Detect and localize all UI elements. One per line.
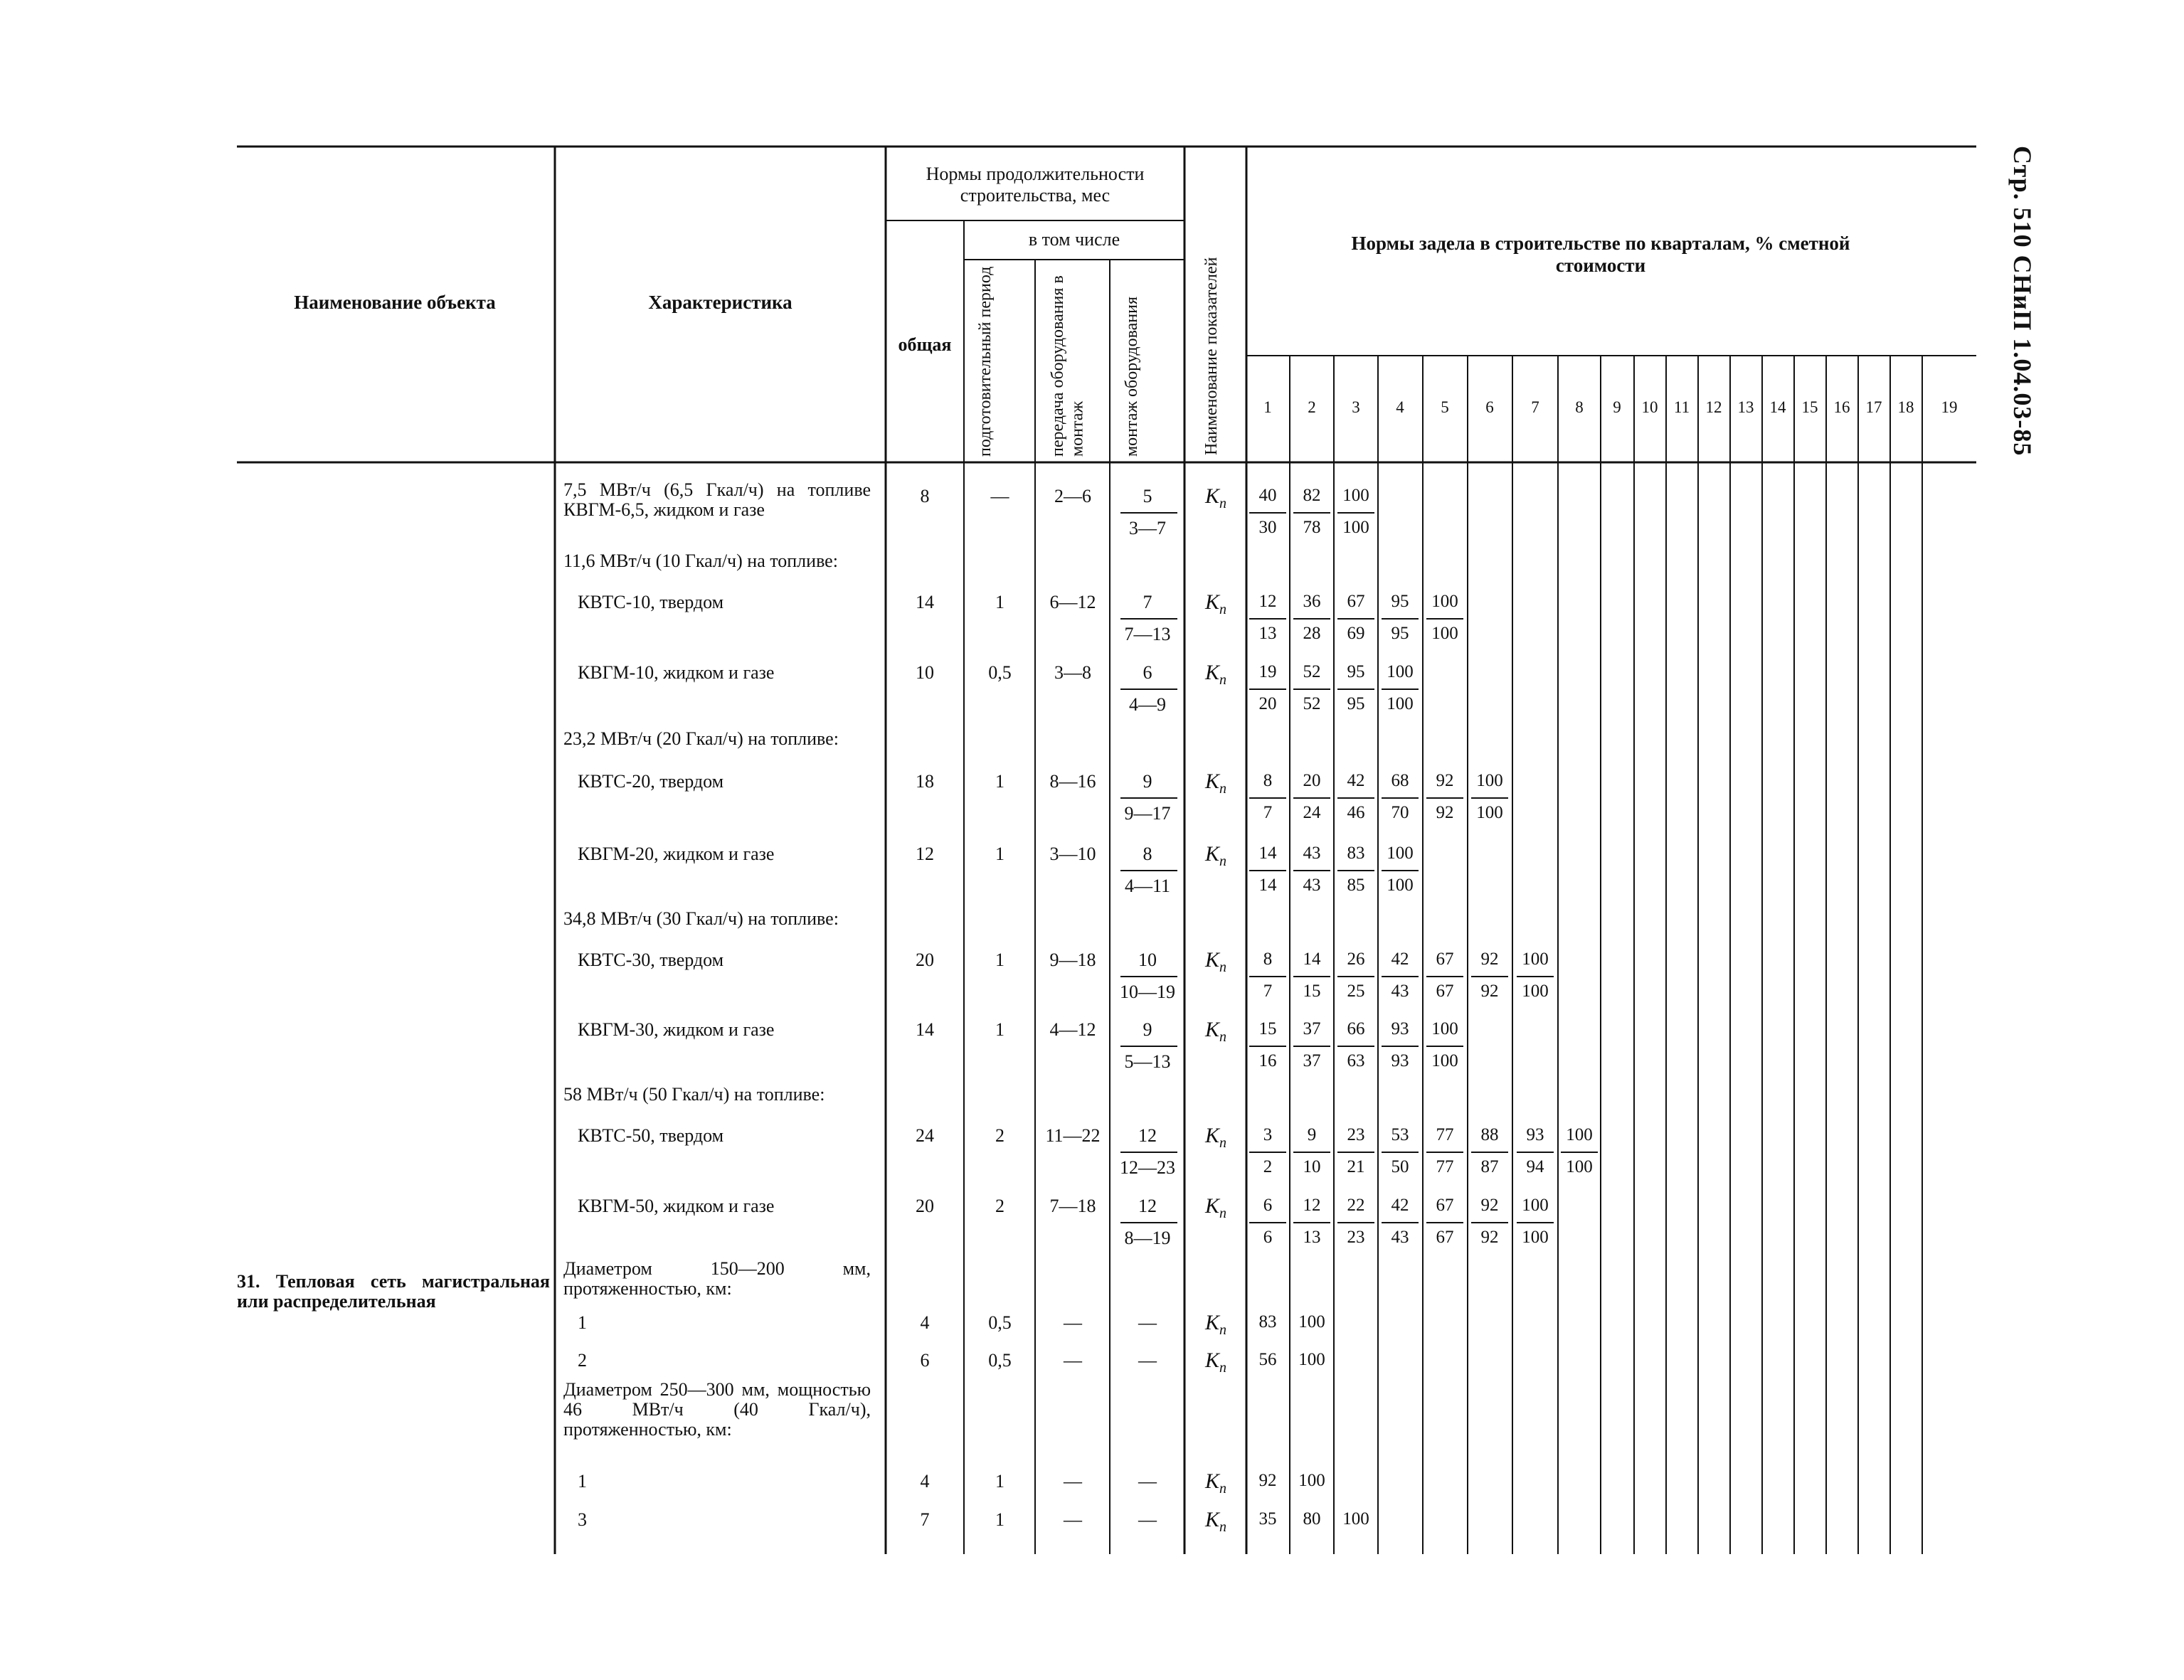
- row-total: 4: [920, 1471, 930, 1492]
- row-prep: 0,5: [988, 1312, 1012, 1333]
- row-transfer: 11—22: [1045, 1125, 1101, 1146]
- quarter-value-top: 67: [1436, 950, 1454, 969]
- row-prep: 1: [995, 844, 1004, 864]
- quarter-value-top: 40: [1258, 486, 1277, 505]
- header-indicator: Наименование показателей: [1202, 257, 1221, 455]
- row-install-top: 5: [1143, 486, 1152, 506]
- row-total: 24: [916, 1125, 934, 1146]
- quarter-value-bottom: 6: [1263, 1228, 1273, 1247]
- quarter-value-top: 43: [1303, 844, 1321, 863]
- row-install-top: 8: [1143, 844, 1152, 864]
- quarter-header-3: 3: [1352, 398, 1360, 416]
- row-transfer: —: [1064, 1509, 1082, 1530]
- quarter-value-bottom: 78: [1303, 518, 1321, 537]
- quarter-value-bottom: 30: [1258, 518, 1277, 537]
- quarter-value-top: 19: [1258, 662, 1277, 681]
- indicator-subscript: п: [1219, 602, 1226, 617]
- row-transfer: 3—8: [1054, 662, 1091, 683]
- row-prep: 1: [995, 771, 1004, 792]
- header-object: Наименование объекта: [294, 292, 496, 313]
- row-install-top: 9: [1143, 771, 1152, 792]
- quarter-value-bottom: 92: [1480, 1228, 1499, 1247]
- quarter-value-bottom: 69: [1347, 624, 1365, 643]
- indicator-symbol: $К_п$: [1205, 1124, 1226, 1151]
- row-description: 2: [578, 1350, 587, 1371]
- quarter-value-top: 68: [1391, 771, 1409, 790]
- quarter-header-14: 14: [1769, 398, 1786, 416]
- quarter-value-bottom: 23: [1347, 1228, 1365, 1247]
- row-prep: 1: [995, 1509, 1004, 1530]
- quarter-header-19: 19: [1941, 398, 1958, 416]
- row-indicator: [1187, 842, 1245, 870]
- quarter-header-7: 7: [1531, 398, 1539, 416]
- row-transfer: 2—6: [1054, 486, 1091, 506]
- row-transfer: 6—12: [1049, 592, 1096, 612]
- row-indicator: [1187, 1469, 1245, 1497]
- row-transfer: —: [1064, 1350, 1082, 1371]
- object-31: 31. Тепловая сеть магистральная или распределительная: [237, 1271, 550, 1312]
- quarter-value-bottom: 100: [1522, 1228, 1549, 1247]
- row-prep: 2: [995, 1125, 1004, 1146]
- row-description: 1: [578, 1471, 587, 1492]
- quarter-value-bottom: 77: [1436, 1157, 1454, 1176]
- quarter-value-bottom: 46: [1347, 803, 1365, 822]
- row-indicator: [1187, 1124, 1245, 1152]
- row-prep: 1: [995, 950, 1004, 970]
- quarter-value-top: 42: [1391, 950, 1409, 969]
- quarter-value-bottom: 93: [1391, 1051, 1409, 1070]
- row-install-top: 12: [1138, 1196, 1157, 1216]
- header-incl: в том числе: [1028, 229, 1120, 250]
- row-total: 12: [916, 844, 934, 864]
- row-total: 20: [916, 950, 934, 970]
- row-group-label: Диаметром 250—300 мм, мощностью 46 МВт/ч (40 Гкал/ч), протяженностью, км:: [563, 1379, 871, 1440]
- quarter-value-top: 36: [1303, 592, 1321, 611]
- quarter-value-bottom: 16: [1258, 1051, 1277, 1070]
- page-label: Стр. 510 СНиП 1.04.03-85: [2008, 146, 2037, 457]
- quarter-value-bottom: 7: [1263, 982, 1273, 1001]
- indicator-subscript: п: [1219, 781, 1226, 797]
- quarter-value-bottom: 67: [1436, 982, 1454, 1001]
- quarter-value-top: 42: [1347, 771, 1365, 790]
- quarter-value-top: 15: [1258, 1019, 1277, 1038]
- quarter-value-bottom: 50: [1391, 1157, 1409, 1176]
- indicator-symbol: $К_п$: [1205, 1469, 1226, 1496]
- quarter-value: 35: [1258, 1509, 1277, 1529]
- quarter-value-top: 52: [1303, 662, 1321, 681]
- quarter-value-top: 92: [1480, 950, 1499, 969]
- row-description: КВГМ-10, жидком и газе: [578, 662, 775, 683]
- row-prep: 1: [995, 1019, 1004, 1040]
- row-indicator: [1187, 1508, 1245, 1536]
- row-total: 4: [920, 1312, 930, 1333]
- indicator-subscript: п: [1219, 854, 1226, 869]
- row-install: —: [1138, 1509, 1157, 1530]
- quarter-value-top: 100: [1476, 771, 1503, 790]
- row-prep: 1: [995, 592, 1004, 612]
- quarter-value-top: 88: [1480, 1125, 1499, 1144]
- quarter-value-bottom: 92: [1436, 803, 1454, 822]
- quarter-value-top: 22: [1347, 1196, 1365, 1215]
- row-install-bottom: 4—11: [1124, 876, 1171, 896]
- row-indicator: [1187, 484, 1245, 512]
- quarter-value-top: 77: [1436, 1125, 1454, 1144]
- row-group-label: Диаметром 150—200 мм, протяженностью, км:: [563, 1258, 871, 1299]
- row-description: КВГМ-50, жидком и газе: [578, 1196, 775, 1216]
- quarter-value-top: 20: [1303, 771, 1321, 790]
- quarter-value: 83: [1258, 1312, 1277, 1331]
- header-install: монтаж оборудования: [1123, 296, 1141, 457]
- row-indicator: [1187, 1018, 1245, 1046]
- quarter-value-top: 3: [1263, 1125, 1273, 1144]
- quarter-value-top: 12: [1303, 1196, 1321, 1215]
- row-transfer: 3—10: [1049, 844, 1096, 864]
- row-install-top: 12: [1138, 1125, 1157, 1146]
- quarter-value-top: 100: [1566, 1125, 1593, 1144]
- quarter-value-bottom: 100: [1431, 624, 1458, 643]
- quarter-value: 80: [1303, 1509, 1321, 1529]
- quarter-header-18: 18: [1897, 398, 1914, 416]
- quarter-header-10: 10: [1641, 398, 1658, 416]
- quarter-value: 100: [1298, 1350, 1325, 1369]
- indicator-symbol: $К_п$: [1205, 661, 1226, 688]
- quarter-value: 100: [1298, 1471, 1325, 1490]
- row-description: КВТС-10, твердом: [578, 592, 724, 612]
- indicator-symbol: $К_п$: [1205, 590, 1226, 617]
- row-indicator: [1187, 661, 1245, 689]
- row-transfer: 9—18: [1049, 950, 1096, 970]
- quarter-value-bottom: 37: [1303, 1051, 1321, 1070]
- row-group-label: 11,6 МВт/ч (10 Гкал/ч) на топливе:: [563, 551, 838, 571]
- quarter-header-11: 11: [1673, 398, 1690, 416]
- quarter-value-bottom: 100: [1387, 876, 1414, 895]
- indicator-subscript: п: [1219, 672, 1226, 688]
- quarter-value-top: 26: [1347, 950, 1365, 969]
- indicator-symbol: $К_п$: [1205, 1508, 1226, 1535]
- quarter-value-bottom: 100: [1431, 1051, 1458, 1070]
- row-prep: 1: [995, 1471, 1004, 1492]
- row-indicator: [1187, 1311, 1245, 1339]
- quarter-header-5: 5: [1441, 398, 1449, 416]
- row-total: 6: [920, 1350, 930, 1371]
- row-install: —: [1138, 1312, 1157, 1333]
- quarter-value-bottom: 25: [1347, 982, 1365, 1001]
- row-total: 20: [916, 1196, 934, 1216]
- quarter-value-top: 6: [1263, 1196, 1273, 1215]
- quarter-value-bottom: 70: [1391, 803, 1409, 822]
- row-total: 18: [916, 771, 934, 792]
- quarter-value-bottom: 21: [1347, 1157, 1365, 1176]
- indicator-subscript: п: [1219, 496, 1226, 511]
- row-total: 8: [920, 486, 930, 506]
- header-total: общая: [898, 334, 952, 355]
- quarter-value-bottom: 100: [1342, 518, 1369, 537]
- row-transfer: 7—18: [1049, 1196, 1096, 1216]
- quarter-value-top: 100: [1431, 592, 1458, 611]
- quarter-header-8: 8: [1575, 398, 1584, 416]
- row-install-top: 9: [1143, 1019, 1152, 1040]
- row-description: КВГМ-30, жидком и газе: [578, 1019, 775, 1040]
- indicator-symbol: $К_п$: [1205, 842, 1226, 869]
- quarter-value-bottom: 2: [1263, 1157, 1273, 1176]
- row-total: 14: [916, 1019, 934, 1040]
- row-transfer: 8—16: [1049, 771, 1096, 792]
- quarter-value-bottom: 24: [1303, 803, 1321, 822]
- indicator-subscript: п: [1219, 1206, 1226, 1221]
- quarter-header-13: 13: [1737, 398, 1754, 416]
- row-prep: 0,5: [988, 662, 1012, 683]
- quarter-value-top: 93: [1526, 1125, 1544, 1144]
- row-install-bottom: 9—17: [1124, 803, 1171, 824]
- row-group-label: 23,2 МВт/ч (20 Гкал/ч) на топливе:: [563, 728, 839, 749]
- row-transfer: 4—12: [1049, 1019, 1096, 1040]
- row-group-label: 34,8 МВт/ч (30 Гкал/ч) на топливе:: [563, 908, 839, 929]
- row-indicator: [1187, 1349, 1245, 1376]
- quarter-value-top: 8: [1263, 771, 1273, 790]
- quarter-value-bottom: 43: [1391, 1228, 1409, 1247]
- quarter-value-bottom: 15: [1303, 982, 1321, 1001]
- row-install: —: [1138, 1350, 1157, 1371]
- quarter-value-bottom: 63: [1347, 1051, 1365, 1070]
- quarter-header-16: 16: [1833, 398, 1850, 416]
- quarter-value: 92: [1258, 1471, 1277, 1490]
- row-description: КВГМ-20, жидком и газе: [578, 844, 775, 864]
- quarter-value-bottom: 100: [1387, 694, 1414, 713]
- header-prep: подготовительный период: [976, 266, 995, 457]
- quarter-value-bottom: 10: [1303, 1157, 1321, 1176]
- quarter-value-top: 100: [1387, 844, 1414, 863]
- quarter-value-bottom: 92: [1480, 982, 1499, 1001]
- row-install-bottom: 7—13: [1124, 624, 1171, 644]
- header-characteristic: Характеристика: [648, 292, 793, 313]
- indicator-subscript: п: [1219, 1519, 1226, 1535]
- indicator-subscript: п: [1219, 1481, 1226, 1496]
- row-description: КВТС-50, твердом: [578, 1125, 724, 1146]
- row-total: 7: [920, 1509, 930, 1530]
- row-install-top: 7: [1143, 592, 1152, 612]
- quarter-value-top: 92: [1436, 771, 1454, 790]
- quarter-header-15: 15: [1801, 398, 1818, 416]
- quarter-value-bottom: 14: [1258, 876, 1277, 895]
- quarter-value-top: 100: [1522, 950, 1549, 969]
- quarter-value-top: 100: [1342, 486, 1369, 505]
- quarter-value-top: 37: [1303, 1019, 1321, 1038]
- quarter-value-top: 83: [1347, 844, 1365, 863]
- row-group-label: 58 МВт/ч (50 Гкал/ч) на топливе:: [563, 1084, 825, 1105]
- quarter-value-top: 12: [1258, 592, 1277, 611]
- row-indicator: [1187, 948, 1245, 976]
- indicator-symbol: $К_п$: [1205, 770, 1226, 797]
- row-install-top: 6: [1143, 662, 1152, 683]
- quarter-header-9: 9: [1613, 398, 1621, 416]
- quarter-value-top: 9: [1307, 1125, 1317, 1144]
- row-total: 10: [916, 662, 934, 683]
- quarter-header-12: 12: [1705, 398, 1722, 416]
- quarter-value-bottom: 87: [1480, 1157, 1499, 1176]
- header-duration: Нормы продолжительности строительства, мес: [926, 164, 1145, 206]
- quarter-value-bottom: 13: [1303, 1228, 1321, 1247]
- row-prep: 0,5: [988, 1350, 1012, 1371]
- indicator-subscript: п: [1219, 1322, 1226, 1338]
- quarter-value-top: 14: [1258, 844, 1277, 863]
- quarter-value-bottom: 94: [1526, 1157, 1544, 1176]
- quarter-value-bottom: 95: [1391, 624, 1409, 643]
- quarter-value-top: 67: [1347, 592, 1365, 611]
- quarter-value: 100: [1298, 1312, 1325, 1331]
- header-backlog: Нормы задела в строительстве по кварталам, % сметной стоимости: [1351, 233, 1850, 277]
- row-description: 1: [578, 1312, 587, 1333]
- row-description: КВТС-30, твердом: [578, 950, 724, 970]
- row-indicator: [1187, 770, 1245, 797]
- quarter-value-top: 42: [1391, 1196, 1409, 1215]
- quarter-value-bottom: 85: [1347, 876, 1365, 895]
- quarter-value-top: 8: [1263, 950, 1273, 969]
- indicator-symbol: $К_п$: [1205, 1311, 1226, 1338]
- quarter-value-bottom: 20: [1258, 694, 1277, 713]
- row-indicator: [1187, 1194, 1245, 1222]
- indicator-symbol: $К_п$: [1205, 484, 1226, 511]
- row-install-bottom: 4—9: [1129, 694, 1166, 715]
- quarter-value-top: 93: [1391, 1019, 1409, 1038]
- quarter-value-bottom: 13: [1258, 624, 1277, 643]
- quarter-value-bottom: 100: [1522, 982, 1549, 1001]
- quarter-value-top: 92: [1480, 1196, 1499, 1215]
- quarter-header-1: 1: [1263, 398, 1272, 416]
- quarter-value: 100: [1342, 1509, 1369, 1529]
- row-install-bottom: 8—19: [1124, 1228, 1171, 1248]
- row-transfer: —: [1064, 1312, 1082, 1333]
- row-install-bottom: 12—23: [1120, 1157, 1175, 1178]
- quarter-value-top: 95: [1391, 592, 1409, 611]
- quarter-value-top: 100: [1387, 662, 1414, 681]
- quarter-value-top: 23: [1347, 1125, 1365, 1144]
- quarter-value-bottom: 43: [1391, 982, 1409, 1001]
- quarter-header-2: 2: [1308, 398, 1316, 416]
- quarter-value-top: 95: [1347, 662, 1365, 681]
- quarter-value-bottom: 100: [1476, 803, 1503, 822]
- row-install-bottom: 3—7: [1129, 518, 1166, 538]
- quarter-value-bottom: 28: [1303, 624, 1321, 643]
- quarter-value-top: 67: [1436, 1196, 1454, 1215]
- quarter-value-bottom: 100: [1566, 1157, 1593, 1176]
- row-prep: —: [990, 486, 1009, 506]
- quarter-value-top: 66: [1347, 1019, 1365, 1038]
- quarter-value-top: 14: [1303, 950, 1321, 969]
- quarter-value-bottom: 7: [1263, 803, 1273, 822]
- row-install-bottom: 10—19: [1120, 982, 1175, 1002]
- indicator-subscript: п: [1219, 1135, 1226, 1151]
- quarter-header-6: 6: [1485, 398, 1494, 416]
- quarter-value: 56: [1258, 1350, 1277, 1369]
- header-transfer: передача оборудования в монтаж: [1049, 275, 1087, 457]
- row-install-top: 10: [1138, 950, 1157, 970]
- row-transfer: —: [1064, 1471, 1082, 1492]
- indicator-subscript: п: [1219, 1029, 1226, 1045]
- quarter-value-top: 100: [1431, 1019, 1458, 1038]
- row-total: 14: [916, 592, 934, 612]
- quarter-value-bottom: 67: [1436, 1228, 1454, 1247]
- indicator-symbol: $К_п$: [1205, 1349, 1226, 1376]
- indicator-subscript: п: [1219, 1360, 1226, 1376]
- quarter-value-top: 53: [1391, 1125, 1409, 1144]
- row-description: КВТС-20, твердом: [578, 771, 724, 792]
- quarter-header-4: 4: [1396, 398, 1404, 416]
- quarter-value-top: 82: [1303, 486, 1321, 505]
- quarter-value-bottom: 95: [1347, 694, 1365, 713]
- row-install: —: [1138, 1471, 1157, 1492]
- row-install-bottom: 5—13: [1124, 1051, 1171, 1072]
- row-indicator: [1187, 590, 1245, 618]
- quarter-value-bottom: 52: [1303, 694, 1321, 713]
- indicator-symbol: $К_п$: [1205, 948, 1226, 975]
- quarter-header-17: 17: [1865, 398, 1882, 416]
- row-description: 3: [578, 1509, 587, 1530]
- row-description: 7,5 МВт/ч (6,5 Гкал/ч) на топливе КВГМ-6,5, жидком и газе: [563, 479, 871, 520]
- quarter-value-bottom: 43: [1303, 876, 1321, 895]
- indicator-subscript: п: [1219, 959, 1226, 975]
- row-prep: 2: [995, 1196, 1004, 1216]
- quarter-value-top: 100: [1522, 1196, 1549, 1215]
- indicator-symbol: $К_п$: [1205, 1018, 1226, 1045]
- indicator-symbol: $К_п$: [1205, 1194, 1226, 1221]
